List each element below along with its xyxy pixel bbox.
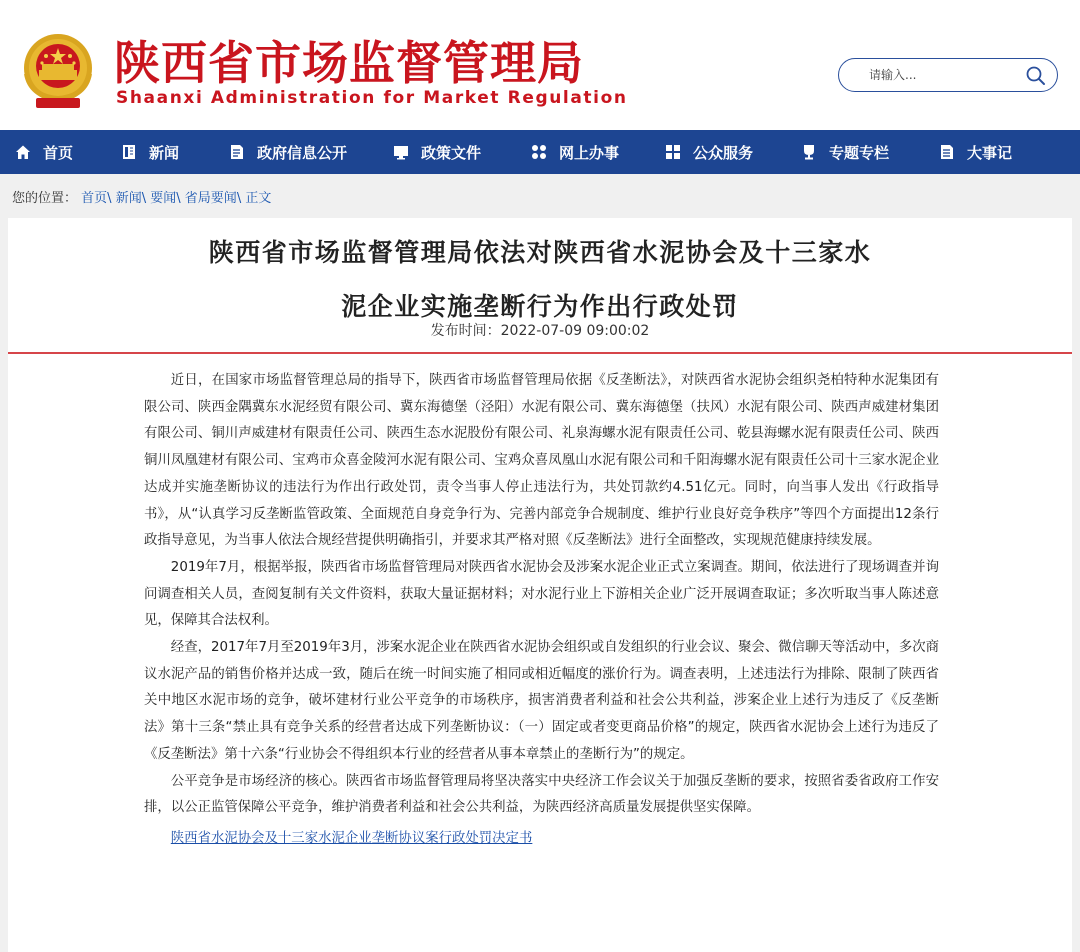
nav-label: 政府信息公开: [257, 143, 348, 162]
breadcrumb-prefix: 您的位置：: [12, 191, 78, 206]
news-icon: [120, 143, 138, 161]
article-title-line2: 泥企业实施垄断行为作出行政处罚: [341, 292, 739, 321]
breadcrumb-separator: \: [107, 191, 112, 206]
nav-item-chronicle[interactable]: [938, 130, 1058, 174]
site-header: [0, 0, 1080, 130]
nav-label: 网上办事: [559, 143, 620, 162]
breadcrumb-news[interactable]: 新闻: [115, 191, 142, 206]
article-title-line1: 陕西省市场监督管理局依法对陕西省水泥协会及十三家水: [208, 238, 872, 267]
page-gutter: [1072, 218, 1080, 952]
article-body: [144, 368, 939, 853]
nav-label: 首页: [43, 143, 74, 162]
monitor-icon: [392, 143, 410, 161]
publish-label: 发布时间：: [430, 323, 501, 339]
main-nav: [0, 130, 1080, 174]
nav-item-home[interactable]: [14, 130, 120, 174]
article-title: [8, 226, 1072, 334]
nav-item-gov-info[interactable]: [228, 130, 392, 174]
grid-icon: [664, 143, 682, 161]
article-paragraph: 近日，在国家市场监督管理总局的指导下，陕西省市场监督管理局依据《反垄断法》，对陕西省水泥协会组织尧柏特种水泥集团有限公司、陕西金隅冀东水泥经贸有限公司、冀东海德堡（泾阳）水泥有限公司、冀东海德堡（扶风）水泥有限公司、陕西声威建材集团有限公司、铜川声威建材有限责任公司、陕西生态水泥股份有限公司、礼泉海螺水泥有限责任公司、乾县海螺水泥有限责任公司、陕西铜川凤凰建材有限公司、宝鸡市众喜金陵河水泥有限公司、宝鸡众喜凤凰山水泥有限公司和千阳海螺水泥有限责任公司十三家水泥企业达成并实施垄断协议的违法行为作出行政处罚，责令当事人停止违法行为，共处罚款约4.51亿元。同时，向当事人发出《行政指导书》，从“认真学习反垄断监管政策、全面规范自身竞争行为、完善内部竞争合规制度、维护行业良好竞争秩序”等四个方面提出12条行政指导意见，为当事人依法合规经营提供明确指引，并要求其严格对照《反垄断法》进行全面整改，实现规范健康持续发展。: [144, 373, 939, 549]
breadcrumb-separator: \: [141, 191, 147, 206]
apps-icon: [530, 143, 548, 161]
nav-label: 公众服务: [693, 143, 754, 162]
article-paragraph: 公平竞争是市场经济的核心。陕西省市场监督管理局将坚决落实中央经济工作会议关于加强反垄断的要求，按照省委省政府工作安排，以公正监管保障公平竞争，维护消费者利益和社会公共利益，为陕西经济高质量发展提供坚实保障。: [144, 773, 939, 816]
penalty-decision-link[interactable]: 陕西省水泥协会及十三家水泥企业垄断协议案行政处罚决定书: [170, 830, 533, 846]
home-icon: [14, 143, 32, 161]
nav-item-special-topics[interactable]: [800, 130, 938, 174]
nav-label: 政策文件: [421, 143, 482, 162]
site-subtitle: Shaanxi Administration for Market Regulation: [116, 88, 628, 108]
publish-info: [8, 320, 1072, 340]
document-icon: [228, 143, 246, 161]
breadcrumb-provincial-news[interactable]: 省局要闻: [184, 191, 237, 206]
nav-item-online-service[interactable]: [530, 130, 664, 174]
article-card: [8, 218, 1072, 952]
breadcrumb-home[interactable]: 首页: [81, 191, 108, 206]
nav-item-news[interactable]: [120, 130, 228, 174]
breadcrumb-separator: \: [236, 191, 242, 206]
page-gutter: [0, 218, 8, 952]
article-paragraph: 经查，2017年7月至2019年3月，涉案水泥企业在陕西省水泥协会组织或自发组织的行业会议、聚会、微信聊天等活动中，多次商议水泥产品的销售价格并达成一致，随后在统一时间实施了相同或相近幅度的涨价行为。调查表明，上述违法行为排除、限制了陕西省关中地区水泥市场的竞争，破坏建材行业公平竞争的市场秩序，损害消费者利益和社会公共利益，涉案企业上述行为违反了《反垄断法》第十三条“禁止具有竞争关系的经营者达成下列垄断协议：（一）固定或者变更商品价格”的规定，陕西省水泥协会上述行为违反了《反垄断法》第十六条“行业协会不得组织本行业的经营者从事本章禁止的垄断行为”的规定。: [144, 640, 939, 762]
breadcrumb-current[interactable]: 正文: [245, 191, 272, 206]
breadcrumb-bar: [0, 174, 1080, 218]
search-icon[interactable]: [1025, 65, 1047, 87]
search-input[interactable]: [869, 64, 1019, 86]
site-title: 陕西省市场监督管理局: [114, 36, 584, 90]
article-paragraph: 2019年7月，根据举报，陕西省市场监督管理局对陕西省水泥协会及涉案水泥企业正式立案调查。期间，依法进行了现场调查并询问调查相关人员，查阅复制有关文件资料，获取大量证据材料；对水泥行业上下游相关企业广泛开展调查取证；多次听取当事人陈述意见，保障其合法权利。: [144, 559, 939, 629]
breadcrumb: [12, 187, 271, 206]
breadcrumb-headlines[interactable]: 要闻: [150, 191, 177, 206]
nav-item-public-service[interactable]: [664, 130, 800, 174]
nav-label: 大事记: [967, 143, 1013, 162]
nav-label: 新闻: [149, 143, 180, 162]
title-divider: [8, 352, 1072, 354]
national-emblem-icon: [14, 28, 102, 112]
publish-time: 2022-07-09 09:00:02: [500, 323, 650, 339]
nav-item-policy[interactable]: [392, 130, 530, 174]
breadcrumb-separator: \: [176, 191, 181, 206]
trophy-icon: [800, 143, 818, 161]
notes-icon: [938, 143, 956, 161]
nav-label: 专题专栏: [829, 143, 890, 162]
search-box: [838, 58, 1058, 92]
